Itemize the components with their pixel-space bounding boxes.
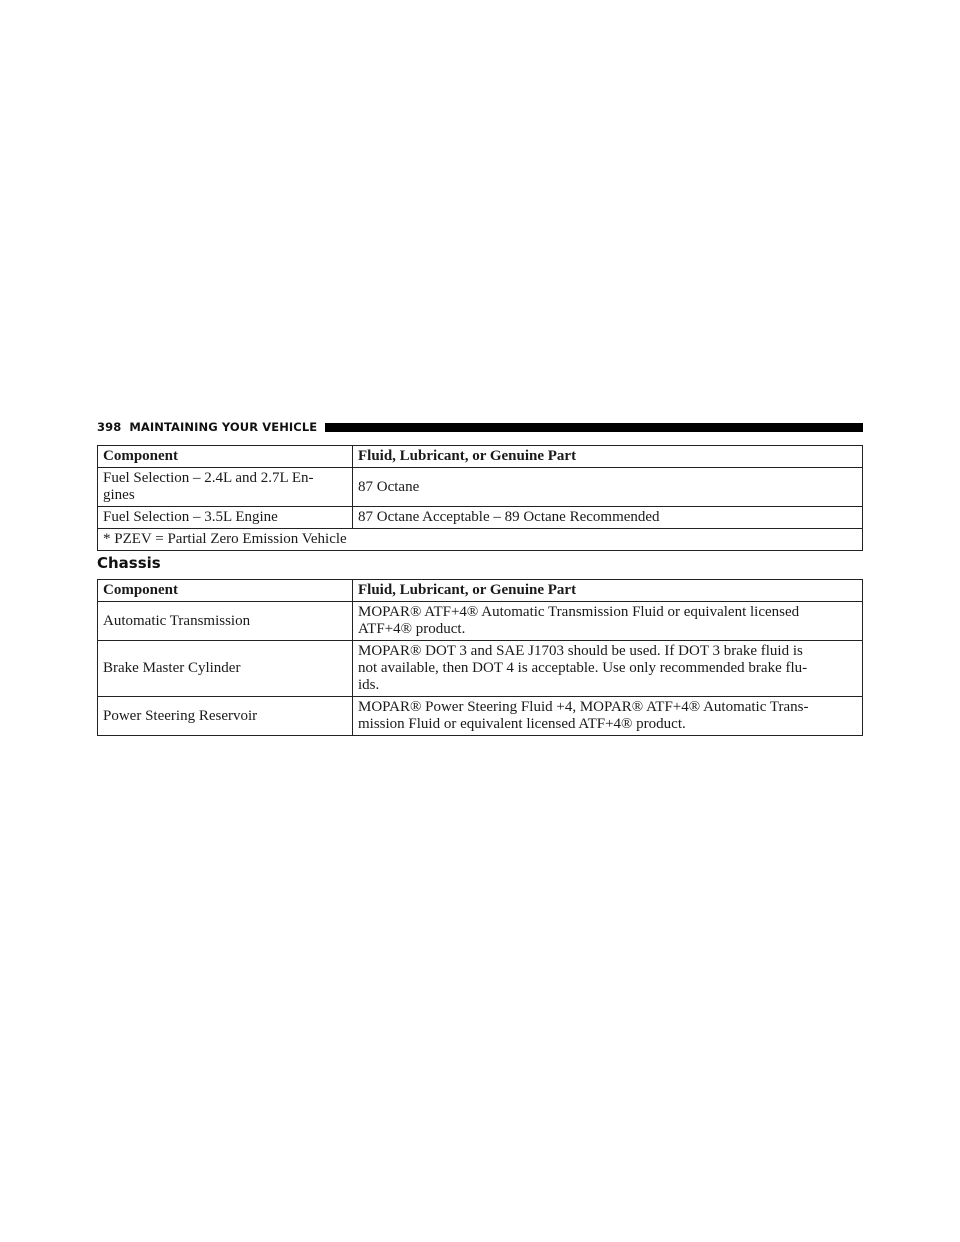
cell-text: Fuel Selection – 2.4L and 2.7L En- gines bbox=[103, 470, 314, 503]
fluid-cell: 87 Octane bbox=[353, 468, 863, 507]
column-header: Fluid, Lubricant, or Genuine Part bbox=[353, 580, 863, 602]
cell-text: MOPAR® DOT 3 and SAE J1703 should be used. If DOT 3 brake fluid is not available, then DOT 4 is acceptable. Use only recommended brake flu- ids. bbox=[358, 643, 808, 693]
table-row bbox=[98, 641, 863, 697]
table-row bbox=[98, 507, 863, 529]
running-header bbox=[97, 419, 863, 435]
component-cell: Brake Master Cylinder bbox=[98, 641, 353, 697]
cell-text: MOPAR® ATF+4® Automatic Transmission Fluid or equivalent licensed ATF+4® product. bbox=[358, 604, 800, 637]
section-name: MAINTAINING YOUR VEHICLE bbox=[129, 420, 318, 434]
component-cell: Power Steering Reservoir bbox=[98, 697, 353, 736]
page-number: 398 bbox=[97, 420, 122, 434]
footnote: * PZEV = Partial Zero Emission Vehicle bbox=[98, 529, 863, 551]
footnote-row bbox=[98, 529, 863, 551]
header-rule bbox=[325, 423, 863, 432]
fuel-specs-table bbox=[97, 445, 863, 551]
table-row bbox=[98, 602, 863, 641]
table-header-row bbox=[98, 580, 863, 602]
fluid-cell bbox=[353, 697, 863, 736]
table-row bbox=[98, 697, 863, 736]
fluid-cell: 87 Octane Acceptable – 89 Octane Recommended bbox=[353, 507, 863, 529]
component-cell: Automatic Transmission bbox=[98, 602, 353, 641]
component-cell bbox=[98, 468, 353, 507]
chassis-specs-table bbox=[97, 579, 863, 736]
section-title-chassis: Chassis bbox=[97, 554, 161, 572]
table-row bbox=[98, 468, 863, 507]
fluid-cell bbox=[353, 641, 863, 697]
column-header: Component bbox=[98, 580, 353, 602]
fluid-cell bbox=[353, 602, 863, 641]
component-cell: Fuel Selection – 3.5L Engine bbox=[98, 507, 353, 529]
table-header-row bbox=[98, 446, 863, 468]
cell-text: MOPAR® Power Steering Fluid +4, MOPAR® ATF+4® Automatic Trans- mission Fluid or equivalent licensed ATF+4® product. bbox=[358, 699, 809, 732]
column-header: Component bbox=[98, 446, 353, 468]
column-header: Fluid, Lubricant, or Genuine Part bbox=[353, 446, 863, 468]
